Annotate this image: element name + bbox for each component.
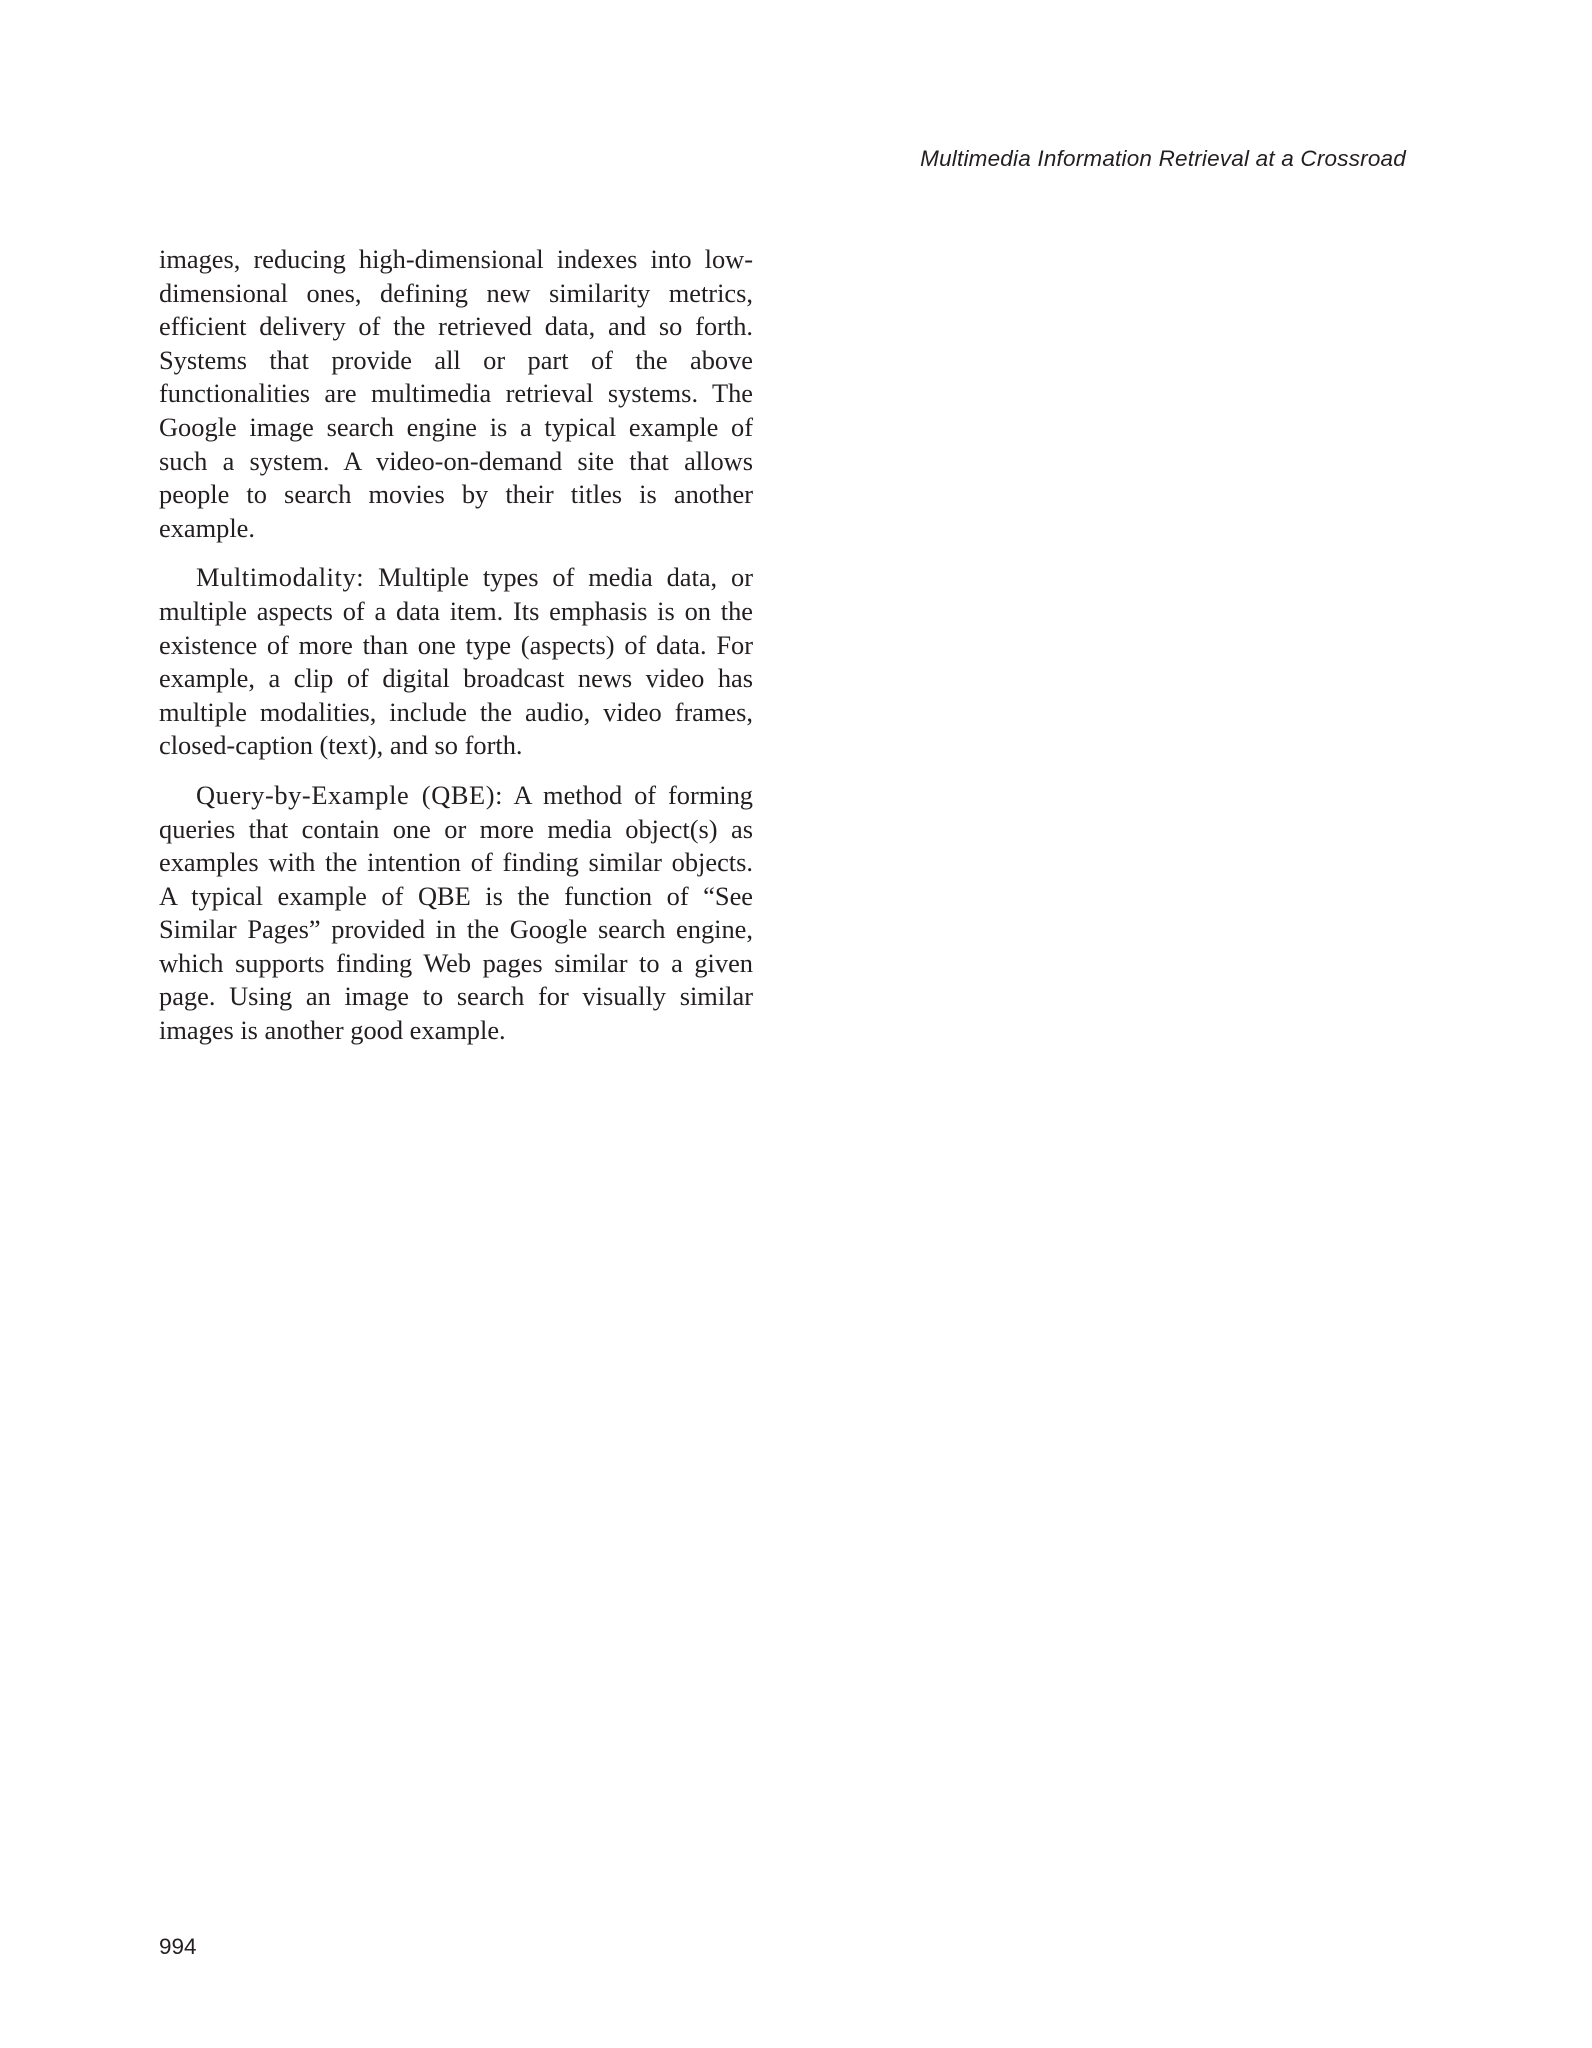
definition-term: Query-by-Example (QBE): — [196, 779, 504, 810]
definition-text: A method of forming queries that contain one or more media object(s) as examples with the intention of finding similar objects. A typical example of QBE is the function of “See Similar Pages” provided in the Google search engine, which supports finding Web pages similar to a given page. Using an image to search for visually similar images is another good example. — [159, 779, 753, 1046]
continuation-paragraph: images, reducing high-dimensional indexes into low-dimensional ones, defining new similarity metrics, efficient delivery of the retrieved data, and so forth. Systems that provide all or part of the above functionalities are multimedia retrieval systems. The Google image search engine is a typical example of such a system. A video-on-demand site that allows people to search movies by their titles is another example. — [159, 244, 753, 543]
page-number: 994 — [159, 1934, 197, 1959]
running-header-title: Multimedia Information Retrieval at a Crossroad — [920, 146, 1406, 171]
definition-term: Multimodality: — [196, 562, 365, 593]
body-text-column — [159, 243, 753, 1064]
definition-multimodality — [159, 561, 753, 763]
definition-query-by-example — [159, 779, 753, 1048]
definition-text: Multiple types of media data, or multiple aspects of a data item. Its emphasis is on the existence of more than one type (aspects) of data. For example, a clip of digital broadcast news video has multiple modalities, include the audio, video frames, closed-caption (text), and so forth. — [159, 562, 753, 761]
